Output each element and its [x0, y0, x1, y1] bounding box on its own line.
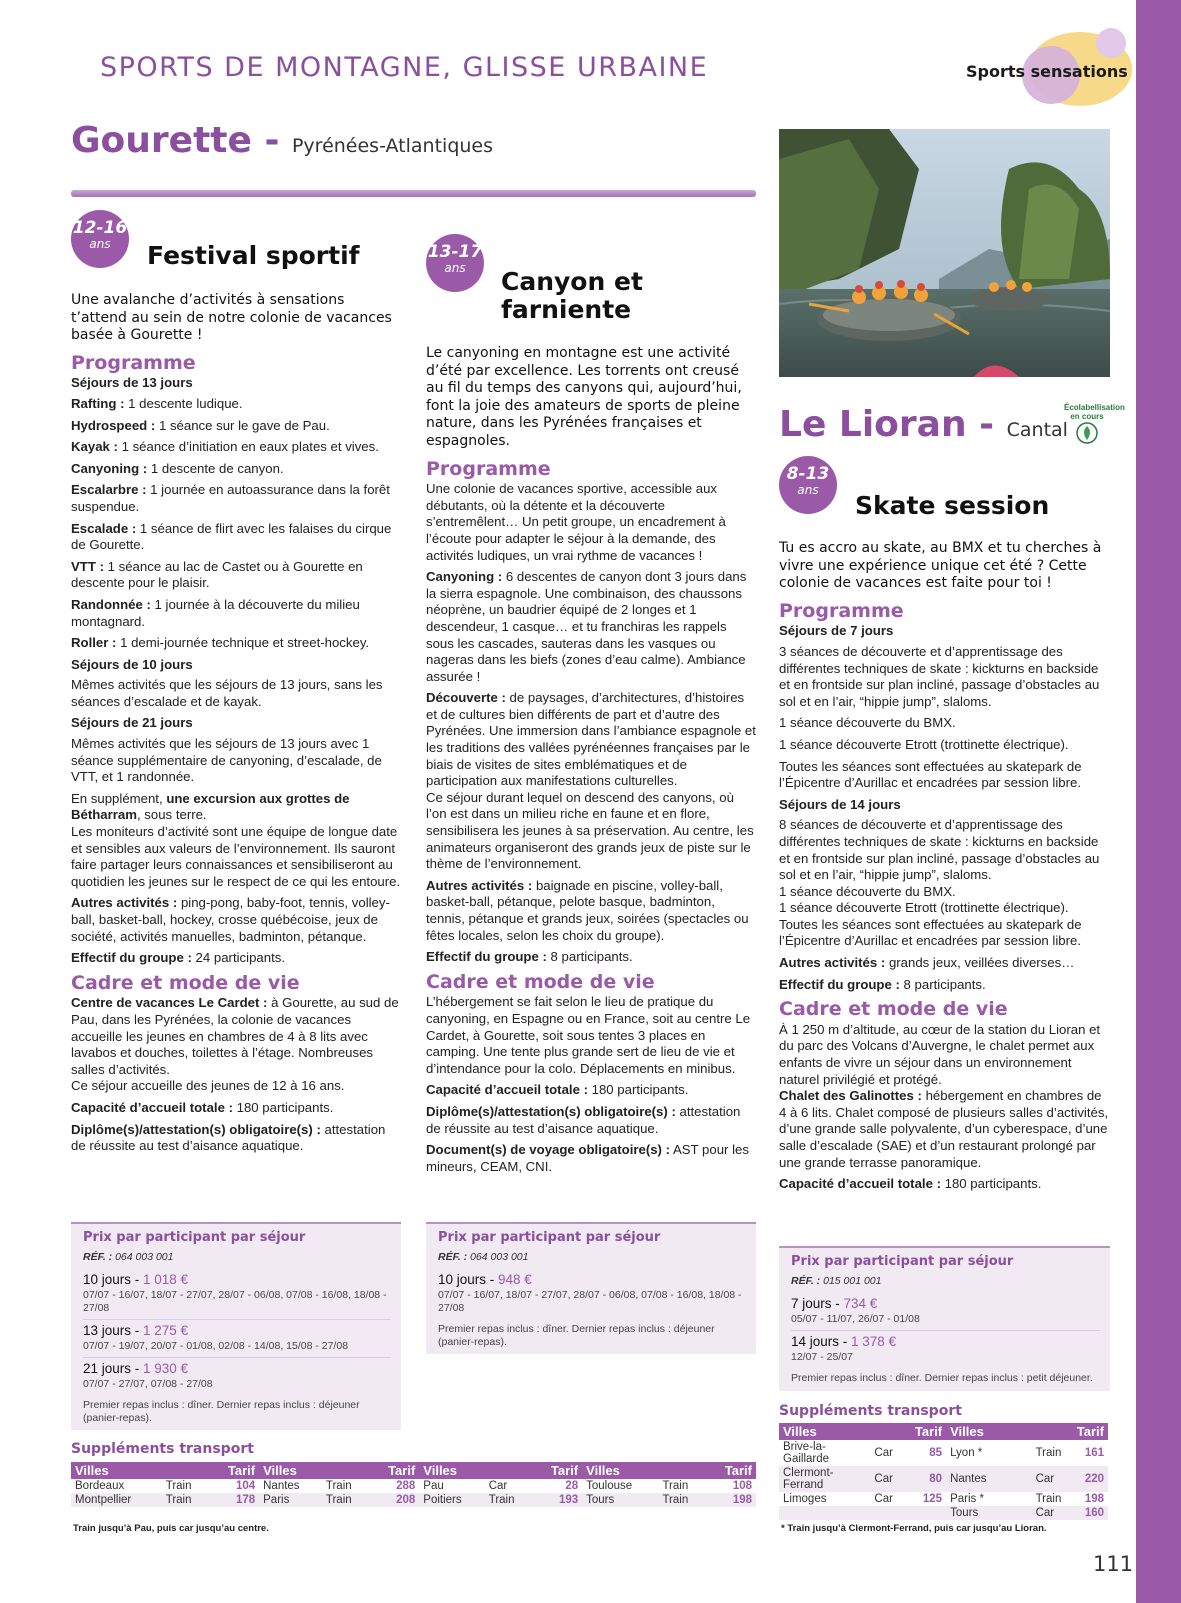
destination-title-lioran — [779, 404, 1068, 445]
price-row: 7 jours - 734 € 05/07 - 11/07, 26/07 - 01/08 — [791, 1296, 920, 1325]
canyon-column — [426, 345, 756, 1180]
price-ref: RÉF. : 015 001 001 — [791, 1275, 882, 1287]
price-row: 10 jours - 948 € 07/07 - 16/07, 18/07 - 27/07, 28/07 - 06/08, 07/08 - 16/08, 18/08 - 27/08 — [438, 1272, 742, 1314]
price-rows — [791, 1293, 1100, 1368]
transport-footnote-gourette: Train jusqu’à Pau, puis car jusqu’au centre. — [73, 1523, 269, 1534]
activity-title-canyon: Canyon et farniente — [501, 267, 643, 324]
page-number: 111 — [1093, 1552, 1134, 1576]
activity-title-skate: Skate session — [855, 491, 1050, 520]
price-header: Prix par participant par séjour — [438, 1230, 661, 1245]
destination-region: Cantal — [1006, 419, 1068, 441]
transport-title-lioran: Suppléments transport — [779, 1403, 962, 1419]
ecolabel-line1: Écolabellisation — [1064, 403, 1125, 412]
effectif-groupe: Effectif du groupe : 8 participants. — [426, 949, 633, 965]
transport-table-lioran: Villes Tarif Villes Tarif Brive-la-Gaillarde Car 85 Lyon * Train 161 Clermont-Ferrand Car 80 Nantes Car 220 Limoges Car 125 Paris * Train 198 Tours Car 160 — [779, 1423, 1108, 1520]
diplome-text: Diplôme(s)/attestation(s) obligatoire(s) : attestation de réussite au test d’aisance aquatique. — [426, 1103, 741, 1136]
sejour-7-heading: Séjours de 7 jours — [779, 623, 894, 639]
destination-region: Pyrénées-Atlantiques — [291, 135, 494, 157]
activity-item: Escalarbre : 1 journée en autoassurance dans la forêt suspendue. — [71, 482, 390, 514]
rafting-photo — [779, 129, 1110, 377]
price-row: 21 jours - 1 930 € 07/07 - 27/07, 07/08 - 27/08 — [83, 1357, 391, 1395]
capacite-text: Capacité d’accueil totale : 180 participants. — [71, 1099, 334, 1115]
sejour-14-heading: Séjours de 14 jours — [779, 796, 901, 812]
sejour-21-heading: Séjours de 21 jours — [71, 715, 193, 731]
cadre-heading: Cadre et mode de vie — [779, 998, 1008, 1021]
price-box-canyon — [426, 1222, 756, 1354]
sejour-7-p2: 1 séance découverte du BMX. — [779, 715, 956, 731]
sejour-10-heading: Séjours de 10 jours — [71, 656, 193, 672]
sejour-7-p3: 1 séance découverte Etrott (trottinette électrique). — [779, 736, 1069, 752]
activity-item: Kayak : 1 séance d’initiation en eaux plates et vives. — [71, 439, 379, 455]
price-ref: RÉF. : 064 003 001 — [438, 1251, 529, 1263]
capacite-text: Capacité d’accueil totale : 180 participants. — [779, 1176, 1042, 1192]
rafting-illustration — [779, 129, 1110, 377]
leaf-icon — [1076, 422, 1098, 444]
transport-title-gourette: Suppléments transport — [71, 1441, 254, 1457]
moniteurs-text: Les moniteurs d’activité sont une équipe de longue date et sensibles aux valeurs de l’environnement. Ils sauront faire partager leurs connaissances et sensibiliseront au quotidien les jeunes sur le respect de ce qui les entoure. — [71, 824, 401, 889]
side-band — [1136, 0, 1181, 1603]
activity-item: Canyoning : 1 descente de canyon. — [71, 460, 284, 476]
destination-dash: - — [979, 404, 995, 445]
price-note: Premier repas inclus : dîner. Dernier repas inclus : déjeuner (panier-repas). — [83, 1399, 360, 1424]
price-box-festival — [71, 1222, 401, 1430]
title-rule — [71, 190, 756, 197]
supplement-text: En supplément, une excursion aux grottes de Bétharram, sous terre. — [71, 790, 350, 823]
transport-row: Limoges Car 125 Paris * Train 198 — [783, 1493, 1104, 1505]
skate-column — [779, 540, 1110, 1198]
effectif-groupe: Effectif du groupe : 8 participants. — [779, 976, 986, 992]
programme-heading: Programme — [779, 599, 904, 622]
price-box-skate — [779, 1246, 1110, 1391]
section-badge: Sports sensations — [966, 62, 1128, 81]
festival-column — [71, 292, 403, 1160]
programme-heading: Programme — [71, 351, 196, 374]
sejour-14-text: 8 séances de découverte et d’apprentissage des différentes techniques de skate : kickturns en backside et en frontside sur plan incliné, passage d’obstacles au sol et en l’air, “hippie jump”, slaloms. — [779, 817, 1100, 883]
badge-circle-small — [1096, 28, 1126, 58]
centre-text: Centre de vacances Le Cardet : à Gourette, au sud de Pau, dans les Pyrénées, la colonie de vacances accueille les jeunes en chambres de 4 à 8 lits avec lavabos et douches, toilettes à l’étage. Nombreuses salles d’activités. — [71, 995, 399, 1077]
autres-activites: Autres activités : ping-pong, baby-foot, tennis, volley-ball, basket-ball, hockey, crosse québécoise, jeux de société, activités manuelles, badminton, pétanque. — [71, 895, 390, 944]
destination-title-gourette — [71, 120, 493, 161]
centre-text-2: Ce séjour accueille des jeunes de 12 à 16 ans. — [71, 1078, 345, 1094]
sejour-7-p4: Toutes les séances sont effectuées au skatepark de l’Épicentre d’Aurillac et encadrées par session libre. — [779, 758, 1082, 791]
transport-row: Clermont-Ferrand Car 80 Nantes Car 220 — [779, 1466, 1108, 1492]
sejour-10-text: Mêmes activités que les séjours de 13 jours, sans les séances d’escalade et de kayak. — [71, 677, 383, 709]
capacite-text: Capacité d’accueil totale : 180 participants. — [426, 1082, 689, 1098]
skate-intro: Tu es accro au skate, au BMX et tu cherches à vivre une expérience unique cet été ? Cette colonie de vacances est faite pour toi ! — [779, 540, 1102, 592]
sejour-14-p4: Toutes les séances sont effectuées au skatepark de l’Épicentre d’Aurillac et encadrées par session libre. — [779, 916, 1082, 949]
destination-name: Gourette — [71, 120, 252, 161]
sejour-text: Ce séjour durant lequel on descend des canyons, où l’on est dans un milieu riche en faune et en flore, sensibilisera les jeunes à sa préservation. Au centre, les animateurs organiseront des grands jeux de piste sur le thème de l’environnement. — [426, 789, 754, 872]
price-note: Premier repas inclus : dîner. Dernier repas inclus : déjeuner (panier-repas). — [438, 1323, 715, 1348]
price-rows — [83, 1269, 391, 1395]
programme-text: Une colonie de vacances sportive, accessible aux débutants, où la détente et la découverte s’entremêlent… Un petit groupe, un encadrement à l’écoute pour adapter le séjour à la demande, des activités ludiques, un vrai rythme de vacances ! — [426, 481, 726, 563]
diplome-text: Diplôme(s)/attestation(s) obligatoire(s) : attestation de réussite au test d’aisance aquatique. — [71, 1121, 386, 1154]
sejour-21-text: Mêmes activités que les séjours de 13 jours avec 1 séance supplémentaire de canyoning, d’escalade, de VTT, et 1 randonnée. — [71, 736, 382, 785]
transport-row: Tours Car 160 — [779, 1506, 1108, 1520]
transport-row: Brive-la-Gaillarde Car 85 Lyon * Train 161 — [783, 1441, 1104, 1465]
festival-activity-list — [71, 396, 403, 652]
age-badge-canyon: 13-17 ans — [426, 234, 484, 292]
activity-item: Roller : 1 demi-journée technique et street-hockey. — [71, 635, 370, 651]
transport-footnote-lioran: * Train jusqu’à Clermont-Ferrand, puis car jusqu’au Lioran. — [781, 1523, 1047, 1534]
transport-table-gourette: Villes Tarif Villes Tarif Villes Tarif Villes Tarif Bordeaux Train 104 Nantes Train 288 Pau Car 28 Toulouse Train 108 Montpellier Train 178 Paris Train 208 Poitiers Train 193 Tours Train 198 — [71, 1462, 756, 1507]
destination-dash: - — [264, 120, 280, 161]
price-header: Prix par participant par séjour — [791, 1254, 1014, 1269]
cadre-heading: Cadre et mode de vie — [426, 970, 655, 993]
activity-title-festival: Festival sportif — [147, 241, 360, 270]
price-rows — [438, 1269, 746, 1319]
sejour-13-heading: Séjours de 13 jours — [71, 375, 193, 391]
ecolabel — [1064, 403, 1125, 449]
price-note: Premier repas inclus : dîner. Dernier repas inclus : petit déjeuner. — [791, 1372, 1093, 1384]
price-ref: RÉF. : 064 003 001 — [83, 1251, 174, 1263]
canyon-intro: Le canyoning en montagne est une activité d’été par excellence. Les torrents ont creusé au fil du temps des canyons qui, aujourd’hui, font la joie des amateurs de sports de pleine nature, dans les Pyrénées françaises et espagnoles. — [426, 345, 742, 449]
decouverte-text: Découverte : de paysages, d’architectures, d’histoires et de cultures bien différents de part et d’autre des Pyrénées. Une immersion dans l’ambiance espagnole et les traditions des vallées pyrénéennes françaises par le biais de visites de sites emblématiques et de participation aux manifestations culturelles. — [426, 690, 756, 789]
cadre-heading: Cadre et mode de vie — [71, 971, 300, 994]
hebergement-text: L’hébergement se fait selon le lieu de pratique du canyoning, en Espagne ou en France, soit au centre Le Cardet, à Gourette, soit sous tentes 3 places en camping. Une tente plus grande sert de lieu de vie et d’intendance pour la colo. Déplacements en minibus. — [426, 994, 751, 1076]
autres-activites: Autres activités : grands jeux, veillées diverses… — [779, 955, 1075, 971]
cadre-text: À 1 250 m d’altitude, au cœur de la station du Lioran et du parc des Volcans d’Auvergne, le chalet permet aux enfants de vivre un séjour dans un environnement naturel privilégié et protégé. — [779, 1021, 1101, 1087]
price-header: Prix par participant par séjour — [83, 1230, 306, 1245]
sejour-7-p1: 3 séances de découverte et d’apprentissage des différentes techniques de skate : kickturns en backside et en frontside sur plan incliné, passage d’obstacles au sol et en l’air, “hippie jump”, slaloms. — [779, 643, 1100, 709]
section-title: SPORTS DE MONTAGNE, GLISSE URBAINE — [100, 52, 709, 83]
transport-row: Montpellier Train 178 Paris Train 208 Poitiers Train 193 Tours Train 198 — [71, 1493, 756, 1507]
effectif-groupe: Effectif du groupe : 24 participants. — [71, 950, 285, 966]
price-row: 13 jours - 1 275 € 07/07 - 19/07, 20/07 - 01/08, 02/08 - 14/08, 15/08 - 27/08 — [83, 1319, 391, 1357]
activity-item: Escalade : 1 séance de flirt avec les falaises du cirque de Gourette. — [71, 520, 392, 553]
document-text: Document(s) de voyage obligatoire(s) : AST pour les mineurs, CEAM, CNI. — [426, 1142, 749, 1174]
activity-item: Hydrospeed : 1 séance sur le gave de Pau. — [71, 417, 330, 433]
canyoning-text: Canyoning : 6 descentes de canyon dont 3 jours dans la sierra espagnole. Une combinaison, des chaussons néoprène, un baudrier équipé de 2 longes et 1 descendeur, 1 casque… et tu franchiras les rappels sous les cascades, sauteras dans les vasques ou nageras dans les biefs (zones d’eau calme). Ambiance assurée ! — [426, 569, 747, 684]
price-row: 14 jours - 1 378 € 12/07 - 25/07 — [791, 1330, 1100, 1368]
destination-name: Le Lioran — [779, 404, 967, 445]
age-badge-skate: 8-13 ans — [779, 456, 837, 514]
sejour-14-p2: 1 séance découverte du BMX. — [779, 883, 956, 899]
chalet-text: Chalet des Galinottes : hébergement en chambres de 4 à 6 lits. Chalet composé de plusieurs salles d’activités, d’une grande salle polyvalente, d’un cyberespace, d’une salle d’escalade (SAE) et d’un restaurant prolongé par une grande terrasse panoramique. — [779, 1088, 1109, 1170]
activity-item: VTT : 1 séance au lac de Castet ou à Gourette en descente pour le plaisir. — [71, 558, 363, 591]
price-row: 10 jours - 1 018 € 07/07 - 16/07, 18/07 - 27/07, 28/07 - 06/08, 07/08 - 16/08, 18/08 - 27/08 — [83, 1272, 387, 1314]
activity-item: Rafting : 1 descente ludique. — [71, 395, 243, 411]
festival-intro: Une avalanche d’activités à sensations t’attend au sein de notre colonie de vacances basée à Gourette ! — [71, 292, 392, 344]
autres-activites: Autres activités : baignade en piscine, volley-ball, basket-ball, pétanque, pelote basque, badminton, tennis, pétanque et grands jeux, soirées (spectacles ou fêtes locales, selon les choix du groupe). — [426, 877, 749, 943]
ecolabel-line2: en cours — [1070, 412, 1104, 421]
age-badge-festival: 12-16 ans — [71, 210, 129, 268]
transport-row: Bordeaux Train 104 Nantes Train 288 Pau Car 28 Toulouse Train 108 — [75, 1480, 752, 1492]
sejour-14-p3: 1 séance découverte Etrott (trottinette électrique). — [779, 900, 1069, 916]
activity-item: Randonnée : 1 journée à la découverte du milieu montagnard. — [71, 596, 360, 629]
programme-heading: Programme — [426, 457, 551, 480]
